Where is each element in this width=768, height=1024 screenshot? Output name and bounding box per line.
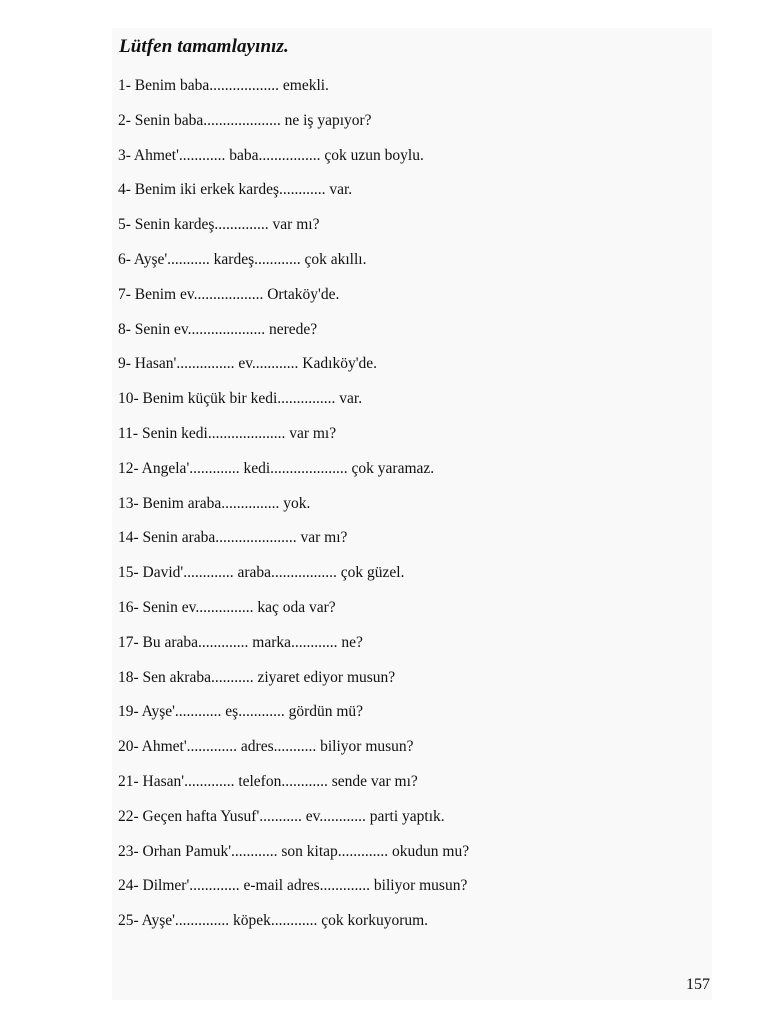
exercise-item: 8- Senin ev.................... nerede? bbox=[118, 320, 318, 338]
exercise-item: 5- Senin kardeş.............. var mı? bbox=[118, 216, 320, 234]
exercise-item: 6- Ayşe'........... kardeş............ çok akıllı. bbox=[118, 250, 367, 268]
page-number: 157 bbox=[686, 976, 710, 993]
exercise-item: 1- Benim baba.................. emekli. bbox=[118, 77, 329, 94]
exercise-item: 2- Senin baba.................... ne iş yapıyor? bbox=[118, 111, 372, 129]
exercise-item: 19- Ayşe'............ eş............ gördün mü? bbox=[118, 703, 364, 721]
exercise-item: 17- Bu araba............. marka............ ne? bbox=[118, 633, 363, 651]
exercise-item: 7- Benim ev.................. Ortaköy'de. bbox=[118, 285, 340, 303]
exercise-item: 16- Senin ev............... kaç oda var? bbox=[118, 598, 336, 616]
exercise-list bbox=[118, 74, 698, 944]
exercise-item: 4- Benim iki erkek kardeş............ var. bbox=[118, 181, 353, 199]
exercise-item: 21- Hasan'............. telefon............ sende var mı? bbox=[118, 772, 418, 790]
exercise-item: 11- Senin kedi.................... var mı? bbox=[118, 424, 337, 442]
exercise-item: 22- Geçen hafta Yusuf'........... ev............ parti yaptık. bbox=[118, 807, 445, 825]
exercise-item: 18- Sen akraba........... ziyaret ediyor musun? bbox=[118, 668, 396, 686]
exercise-item: 24- Dilmer'............. e-mail adres............. biliyor musun? bbox=[118, 877, 468, 895]
exercise-item: 3- Ahmet'............ baba................ çok uzun boylu. bbox=[118, 146, 424, 164]
exercise-item: 12- Angela'............. kedi.................... çok yaramaz. bbox=[118, 459, 435, 477]
exercise-item: 9- Hasan'............... ev............ Kadıköy'de. bbox=[118, 355, 377, 373]
exercise-item: 23- Orhan Pamuk'............ son kitap............. okudun mu? bbox=[118, 842, 470, 860]
exercise-item: 25- Ayşe'.............. köpek............ çok korkuyorum. bbox=[118, 912, 429, 930]
exercise-item: 10- Benim küçük bir kedi............... var. bbox=[118, 390, 363, 408]
exercise-item: 13- Benim araba............... yok. bbox=[118, 494, 311, 512]
exercise-item: 14- Senin araba..................... var mı? bbox=[118, 529, 348, 547]
exercise-item: 20- Ahmet'............. adres........... biliyor musun? bbox=[118, 738, 414, 756]
exercise-title: Lütfen tamamlayınız. bbox=[119, 36, 289, 57]
exercise-item: 15- David'............. araba................. çok güzel. bbox=[118, 564, 405, 582]
